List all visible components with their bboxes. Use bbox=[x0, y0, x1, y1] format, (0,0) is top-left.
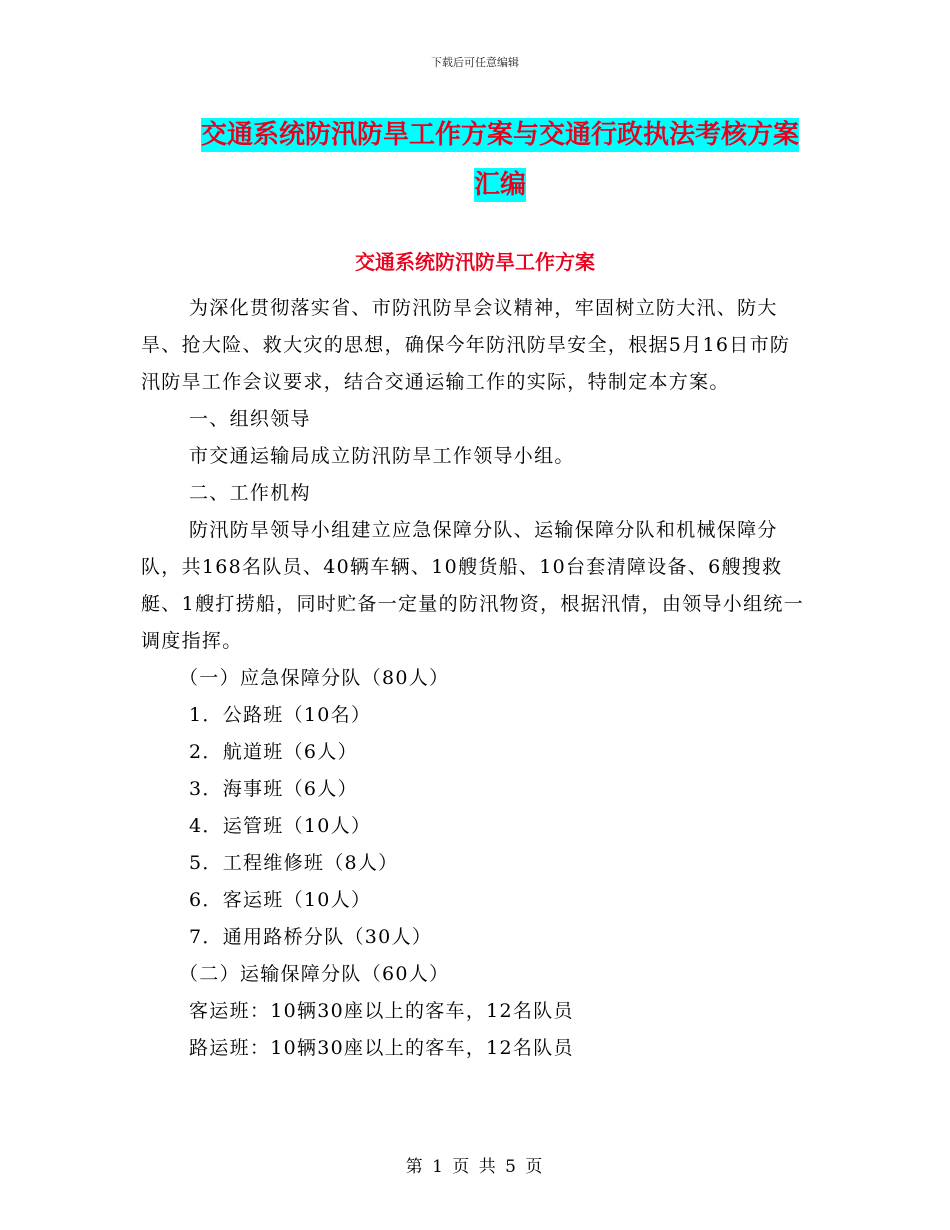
document-title-line-2: 汇编 bbox=[473, 170, 526, 200]
section-title: 交通系统防汛防旱工作方案 bbox=[355, 250, 595, 274]
subheading-emergency-team: （一）应急保障分队（80人） bbox=[179, 667, 450, 689]
paragraph-work-structure: 防汛防旱领导小组建立应急保障分队、运输保障分队和机械保障分队，共168名队员、40辆车辆、10艘货船、10台套清障设备、6艘搜救艇、1艘打捞船，同时贮备一定量的防汛物资，根据汛情，由领导小组统一调度指挥。 bbox=[141, 519, 804, 652]
heading-organization: 一、组织领导 bbox=[189, 408, 311, 430]
header-note: 下载后可任意编辑 bbox=[431, 56, 519, 69]
subheading-transport-team: （二）运输保障分队（60人） bbox=[179, 963, 450, 985]
heading-work-structure: 二、工作机构 bbox=[189, 482, 311, 504]
page-footer: 第 1 页 共 5 页 bbox=[405, 1157, 545, 1177]
document-title bbox=[150, 110, 850, 210]
list-item: 3．海事班（6人） bbox=[189, 778, 358, 800]
paragraph-organization: 市交通运输局成立防汛防旱工作领导小组。 bbox=[189, 445, 575, 467]
transport-line-passenger: 客运班：10辆30座以上的客车，12名队员 bbox=[189, 1000, 574, 1022]
list-item: 5．工程维修班（8人） bbox=[189, 852, 399, 874]
list-item: 1．公路班（10名） bbox=[189, 704, 372, 726]
list-item: 4．运管班（10人） bbox=[189, 815, 372, 837]
list-item: 2．航道班（6人） bbox=[189, 741, 358, 763]
intro-paragraph: 为深化贯彻落实省、市防汛防旱会议精神，牢固树立防大汛、防大旱、抢大险、救大灾的思想，确保今年防汛防旱安全，根据5月16日市防汛防旱工作会议要求，结合交通运输工作的实际，特制定本方案。 bbox=[141, 297, 791, 393]
document-body bbox=[141, 290, 809, 1067]
list-item: 7．通用路桥分队（30人） bbox=[189, 926, 433, 948]
document-title-line-1: 交通系统防汛防旱工作方案与交通行政执法考核方案 bbox=[200, 120, 799, 150]
list-item: 6．客运班（10人） bbox=[189, 889, 372, 911]
transport-line-road: 路运班：10辆30座以上的客车，12名队员 bbox=[189, 1037, 574, 1059]
